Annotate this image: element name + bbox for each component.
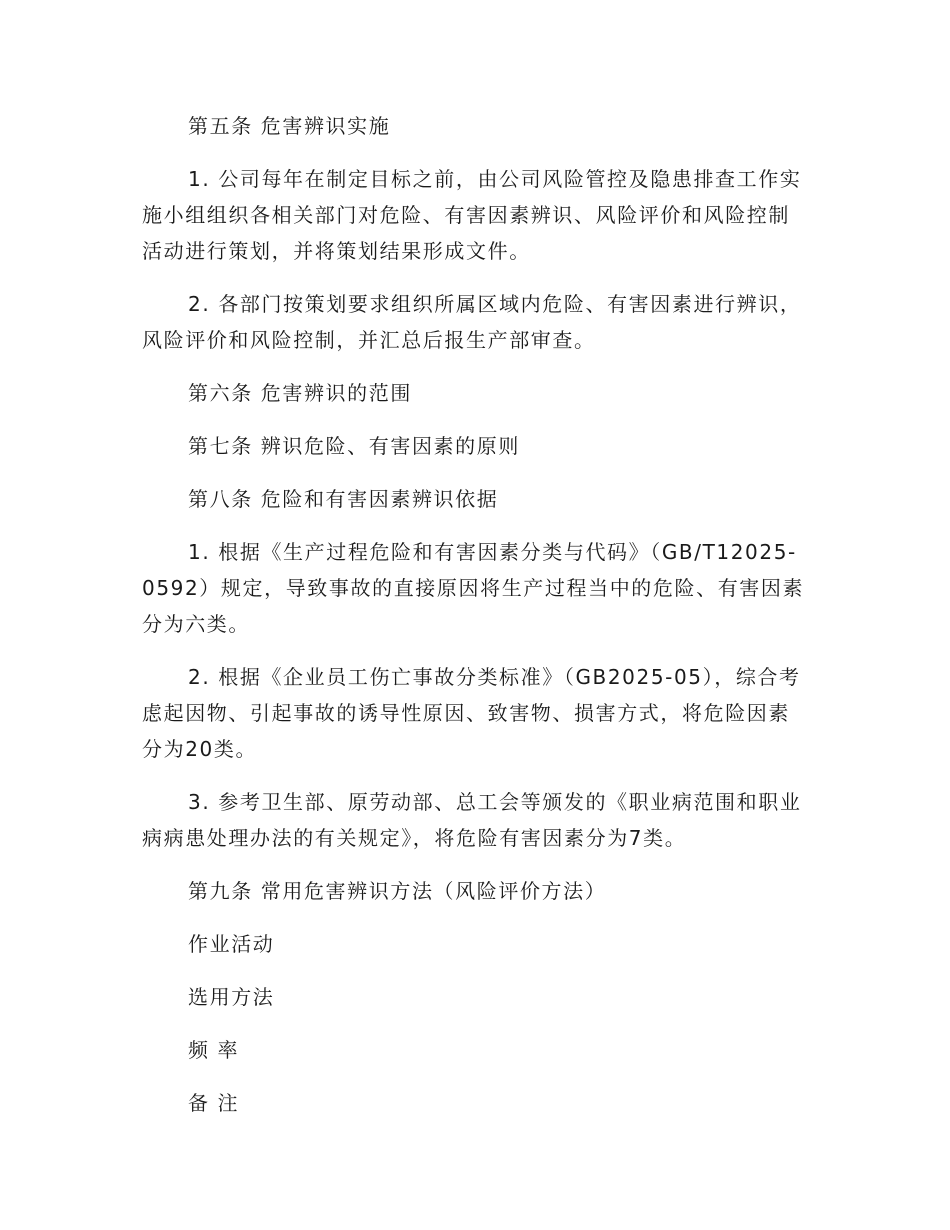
article-7-heading: 第七条 辨识危险、有害因素的原则 <box>188 434 520 458</box>
table-field-work-activity: 作业活动 <box>188 932 275 956</box>
article-5-item-2: 2. 各部门按策划要求组织所属区域内危险、有害因素进行辨识，风险评价和风险控制，并汇总后报生产部审查。 <box>142 292 802 352</box>
article-8-item-2: 2. 根据《企业员工伤亡事故分类标准》（GB2025-05），综合考虑起因物、引起事故的诱导性原因、致害物、损害方式，将危险因素分为20类。 <box>142 665 801 761</box>
article-8-item-3: 3. 参考卫生部、原劳动部、总工会等颁发的《职业病范围和职业病病患处理办法的有关规定》，将危险有害因素分为7类。 <box>142 790 802 850</box>
article-6-heading: 第六条 危害辨识的范围 <box>188 381 412 405</box>
article-8-heading: 第八条 危险和有害因素辨识依据 <box>188 487 499 511</box>
table-field-method: 选用方法 <box>188 985 275 1009</box>
article-5-item-1: 1. 公司每年在制定目标之前，由公司风险管控及隐患排查工作实施小组组织各相关部门对危险、有害因素辨识、风险评价和风险控制活动进行策划，并将策划结果形成文件。 <box>142 167 802 263</box>
article-8-item-1: 1. 根据《生产过程危险和有害因素分类与代码》（GB/T12025-0592）规定，导致事故的直接原因将生产过程当中的危险、有害因素分为六类。 <box>142 540 805 636</box>
document-body <box>142 108 806 1121</box>
article-5-heading: 第五条 危害辨识实施 <box>188 114 391 138</box>
article-9-heading: 第九条 常用危害辨识方法（风险评价方法） <box>188 879 607 903</box>
table-field-frequency: 频 率 <box>188 1038 240 1062</box>
table-field-remarks: 备 注 <box>188 1091 240 1115</box>
